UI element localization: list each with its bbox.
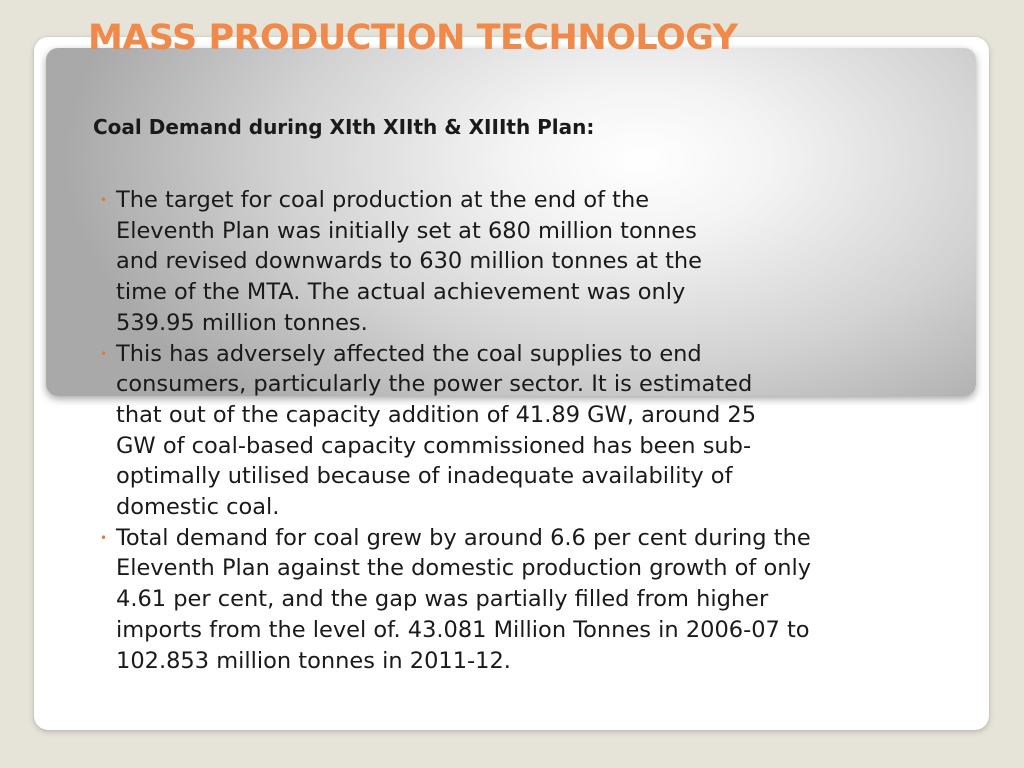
bullet-marker-icon: • <box>100 346 108 361</box>
bullet-text: The target for coal production at the end of the Eleventh Plan was initially set at 680 million tonnes and revised downwards to 630 million tonnes at the time of the MTA. The actual achievement was only 539.95 million tonnes. <box>116 187 703 336</box>
bullet-text: This has adversely affected the coal supplies to end consumers, particularly the power sector. It is estimated that out of the capacity addition of 41.89 GW, around 25 GW of coal-based capacity commissioned has been sub-optimally utilised because of inadequate availability of domestic coal. <box>116 340 757 521</box>
bullet-item <box>98 185 818 339</box>
bullet-list <box>98 185 818 676</box>
bullet-item <box>98 339 818 523</box>
slide-title: MASS PRODUCTION TECHNOLOGY <box>88 18 738 58</box>
bullet-marker-icon: • <box>100 530 108 545</box>
bullet-marker-icon: • <box>100 193 108 207</box>
slide-subtitle: Coal Demand during XIth XIIth & XIIIth Plan: <box>93 115 595 139</box>
bullet-text: Total demand for coal grew by around 6.6 per cent during the Eleventh Plan against the domestic production growth of only 4.61 per cent, and the gap was partially filled from higher imports from the level of. 43.081 Million Tonnes in 2006-07 to 102.853 million tonnes in 2011-12. <box>116 524 812 674</box>
bullet-item <box>98 523 818 677</box>
